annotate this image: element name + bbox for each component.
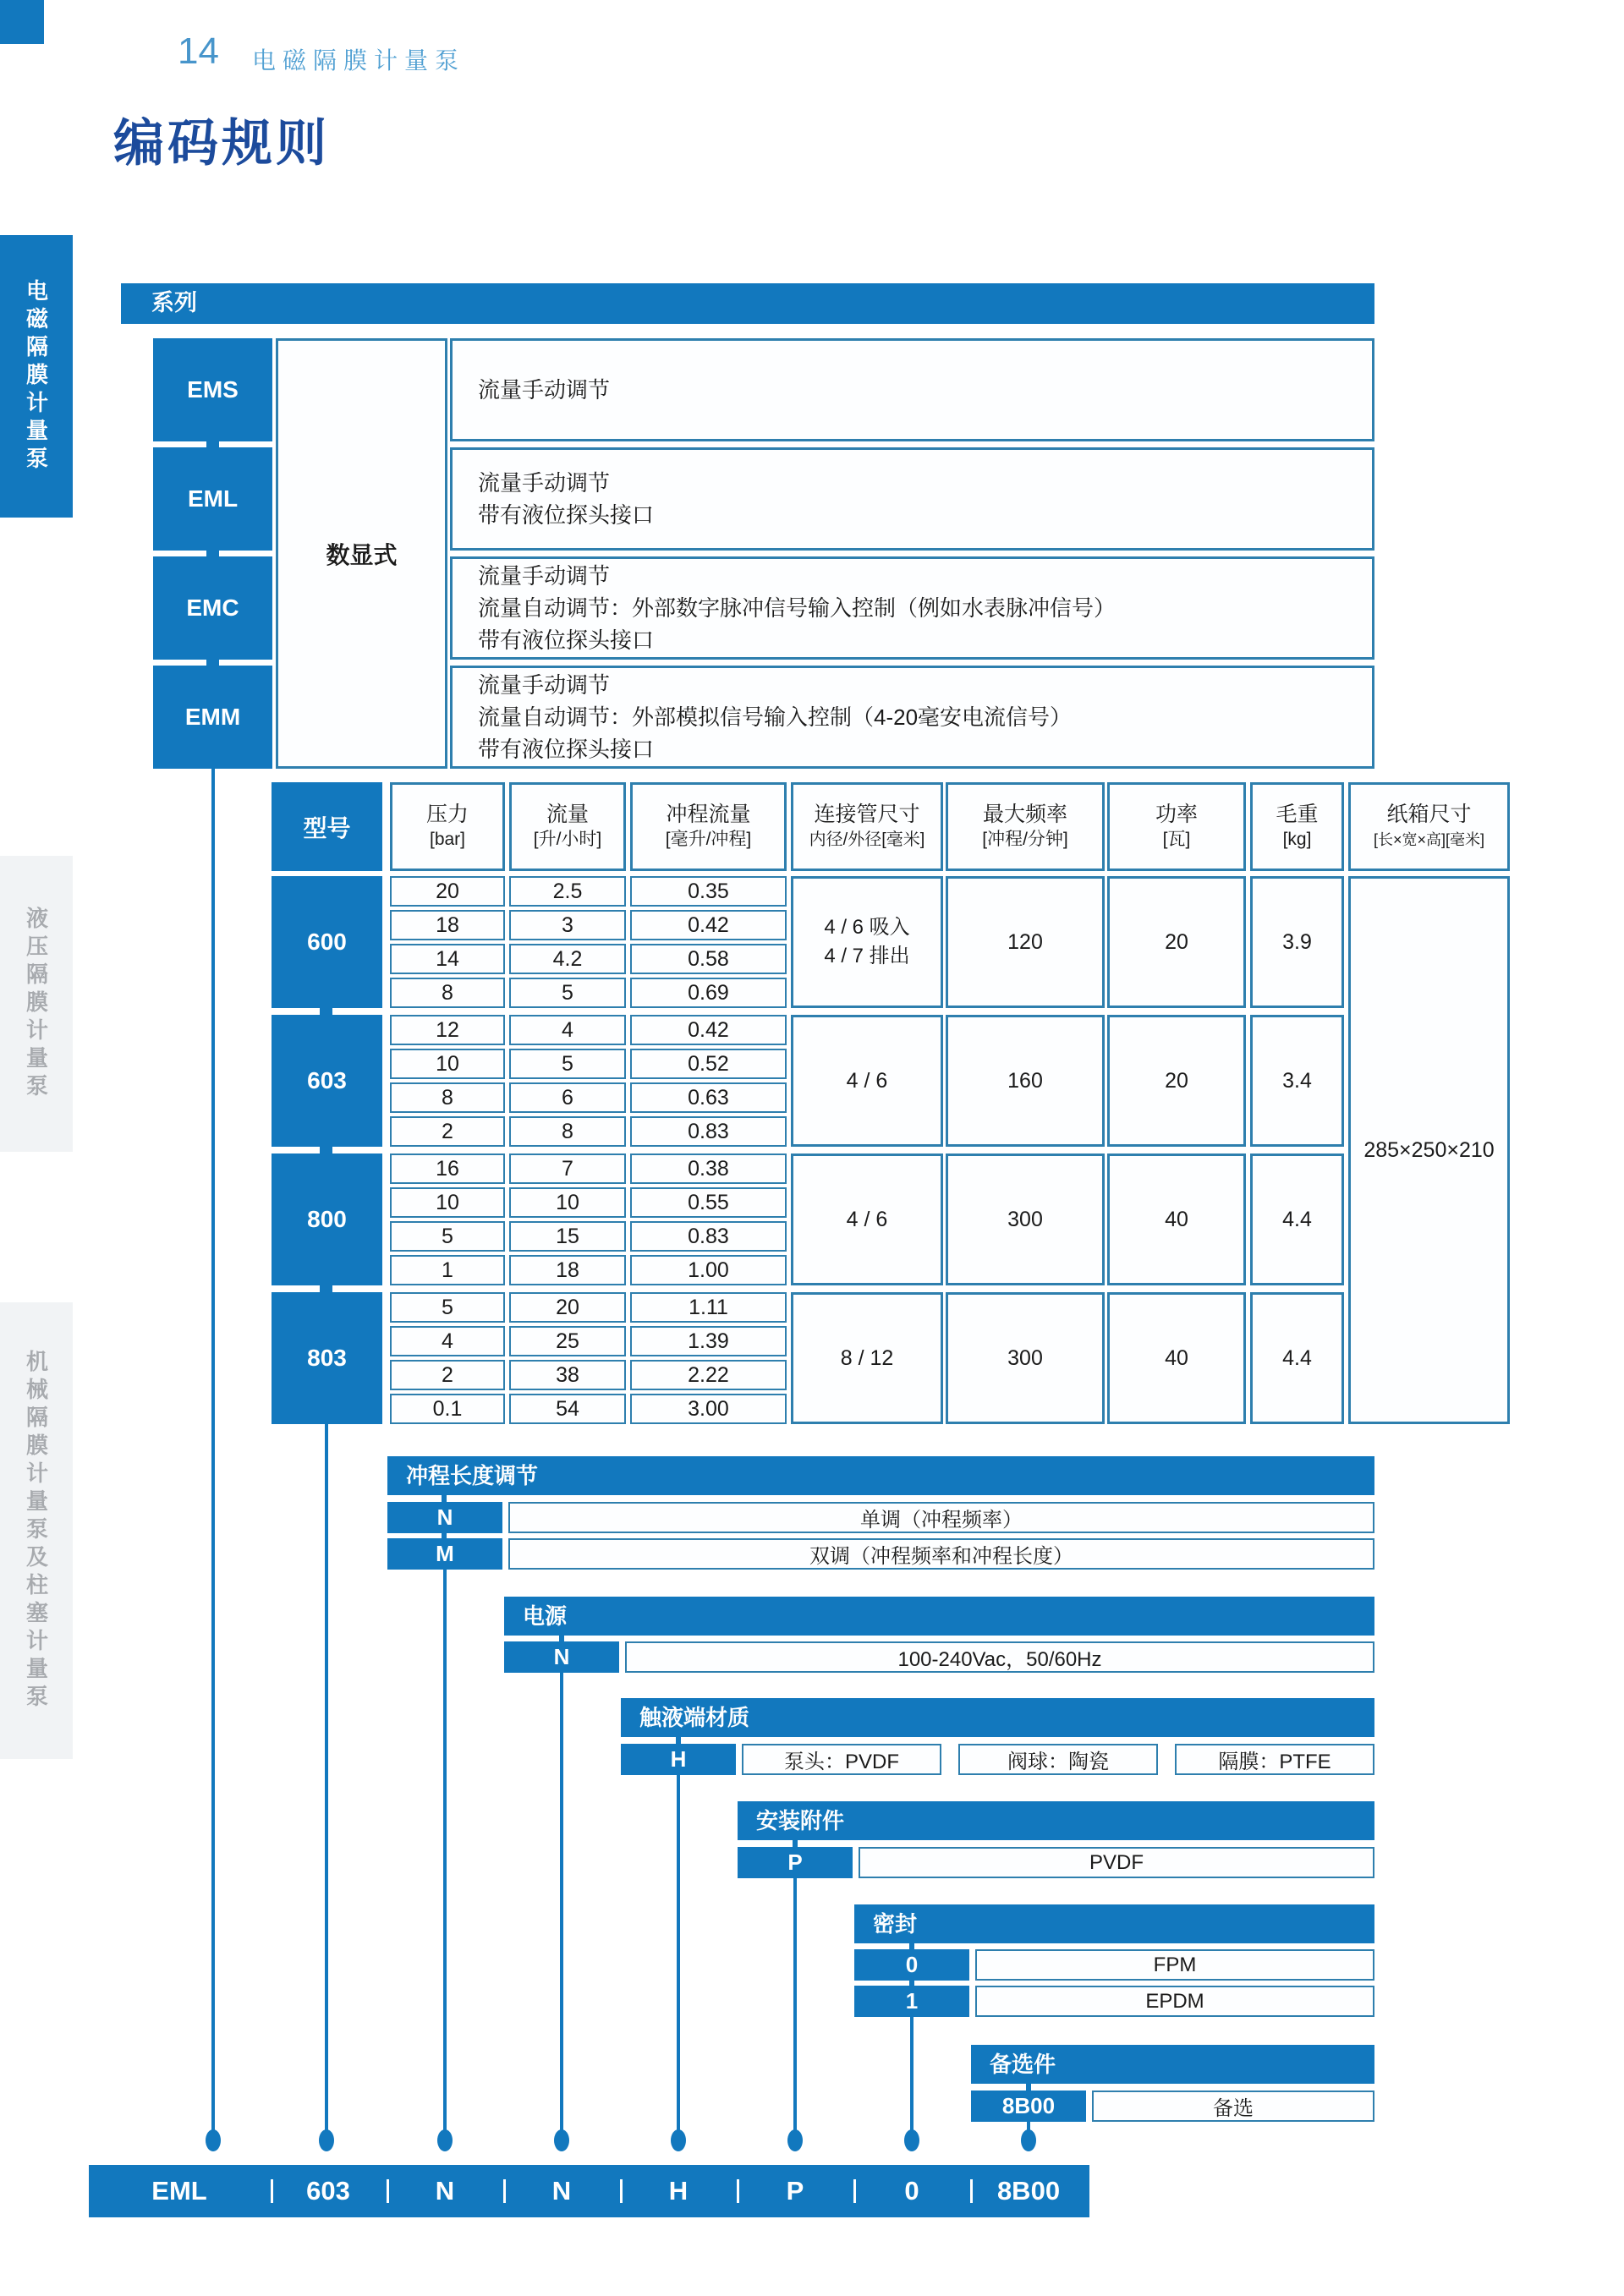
connector-dot — [437, 2129, 453, 2151]
option-desc — [508, 1502, 1374, 1533]
connector-line — [443, 1570, 447, 2140]
stroke-cell — [630, 876, 787, 907]
code-separator — [387, 2179, 389, 2203]
desc-line: 带有液位探头接口 — [478, 502, 655, 528]
value: 4.4 — [1282, 1207, 1312, 1231]
stroke-cell — [630, 1394, 787, 1424]
code-separator — [737, 2179, 739, 2203]
header-weight — [1250, 782, 1344, 871]
freq-cell — [946, 876, 1105, 1008]
code-segment: H — [668, 2176, 689, 2206]
flow-cell — [509, 1255, 626, 1285]
header-label: 冲程流量 — [666, 802, 751, 826]
sidebar-tab-hydraulic[interactable] — [0, 856, 73, 1152]
code-segment: 0 — [904, 2176, 919, 2206]
flow-cell — [509, 978, 626, 1008]
option-code-n1 — [387, 1502, 502, 1533]
display-type-box — [276, 338, 447, 769]
code-segment: N — [551, 2176, 572, 2206]
weight-cell — [1250, 1292, 1344, 1424]
flow-cell — [509, 944, 626, 974]
stroke-cell — [630, 1326, 787, 1356]
page-category: 电磁隔膜计量泵 — [252, 47, 466, 74]
header-unit: [bar] — [429, 829, 466, 849]
option-bar-optional-parts — [971, 2045, 1374, 2084]
value: 8 — [442, 1085, 453, 1110]
value: 4 — [442, 1329, 453, 1353]
value: 10 — [436, 1190, 459, 1214]
flow-cell — [509, 1360, 626, 1390]
option-code-label: 0 — [905, 1952, 919, 1977]
connector-dot — [554, 2129, 569, 2151]
series-code-emc — [153, 556, 272, 660]
option-desc-text: 双调（冲程频率和冲程长度） — [809, 1545, 1073, 1568]
header-carton — [1348, 782, 1510, 871]
model-label: 603 — [307, 1067, 347, 1093]
header-unit: [升/小时] — [533, 829, 602, 849]
header-conn — [791, 782, 943, 871]
desc-line: 带有液位探头接口 — [478, 737, 655, 762]
option-desc-text: EPDM — [1145, 1989, 1204, 2013]
stroke-cell — [630, 1116, 787, 1147]
desc-line: 带有液位探头接口 — [478, 627, 655, 653]
series-desc-emm — [450, 666, 1374, 769]
stroke-cell — [630, 1049, 787, 1079]
series-bar-label: 系列 — [151, 290, 197, 315]
value: 20 — [556, 1295, 579, 1319]
stroke-cell — [630, 1292, 787, 1323]
conn-cell — [791, 1015, 943, 1147]
option-connector — [793, 1840, 798, 1847]
option-desc — [975, 1986, 1374, 2017]
value: 160 — [1007, 1068, 1043, 1093]
option-code-0 — [854, 1949, 969, 1981]
value: 2.22 — [688, 1362, 729, 1387]
header-label: 流量 — [546, 802, 589, 826]
stroke-cell — [630, 1187, 787, 1218]
option-bar-install-accessory — [738, 1801, 1374, 1840]
option-bar-seal — [854, 1904, 1374, 1943]
header-freq — [946, 782, 1105, 871]
desc-line: 流量手动调节 — [478, 563, 611, 589]
code-separator — [503, 2179, 506, 2203]
value: 8 / 12 — [840, 1345, 894, 1370]
flow-cell — [509, 1082, 626, 1113]
series-desc-eml — [450, 447, 1374, 551]
option-connector — [676, 1737, 681, 1744]
header-label: 压力 — [425, 802, 469, 826]
option-desc-text: 隔膜：PTFE — [1218, 1751, 1331, 1773]
header-stroke — [630, 782, 787, 871]
series-connector — [206, 441, 219, 447]
value: 5 — [562, 1051, 573, 1076]
sidebar-tab-label: 液压隔膜计量泵 — [23, 906, 49, 1102]
display-type-label: 数显式 — [326, 541, 398, 568]
connector-dot — [671, 2129, 686, 2151]
value: 0.38 — [688, 1156, 729, 1181]
option-title: 备选件 — [990, 2052, 1056, 2077]
value: 40 — [1165, 1207, 1188, 1231]
value: 1.11 — [689, 1295, 728, 1319]
power-cell — [1107, 876, 1246, 1008]
weight-cell — [1250, 1153, 1344, 1285]
option-code-n2 — [504, 1641, 619, 1673]
series-code-eml — [153, 447, 272, 551]
pressure-cell — [390, 1153, 505, 1184]
model-connector — [320, 1008, 332, 1015]
power-cell — [1107, 1015, 1246, 1147]
stroke-cell — [630, 910, 787, 940]
header-label: 型号 — [303, 814, 351, 841]
option-code-m — [387, 1538, 502, 1570]
series-code-emm — [153, 666, 272, 769]
value: 0.42 — [688, 1017, 729, 1042]
option-code-label: 8B00 — [1001, 2093, 1056, 2118]
flow-cell — [509, 1116, 626, 1147]
value: 0.1 — [432, 1396, 463, 1421]
value: 3.4 — [1282, 1068, 1312, 1093]
code-segment: 603 — [306, 2176, 350, 2206]
weight-cell — [1250, 1015, 1344, 1147]
value: 0.55 — [688, 1190, 729, 1214]
value: 4 — [562, 1017, 573, 1042]
pressure-cell — [390, 910, 505, 940]
value: 18 — [436, 912, 459, 937]
conn-line: 4 / 7 排出 — [824, 945, 910, 967]
model-cell-603 — [272, 1015, 382, 1147]
stroke-cell — [630, 1221, 787, 1252]
option-title: 安装附件 — [756, 1808, 845, 1833]
value: 14 — [436, 946, 459, 971]
pressure-cell — [390, 1015, 505, 1045]
sidebar-tab-label: 电磁隔膜计量泵 — [23, 278, 49, 474]
value: 18 — [556, 1258, 579, 1282]
sidebar-tab-electromagnetic[interactable] — [0, 235, 73, 518]
option-code-label: 1 — [905, 1988, 919, 2014]
series-desc-emc — [450, 556, 1374, 660]
value: 25 — [556, 1329, 579, 1353]
weight-cell — [1250, 876, 1344, 1008]
code-separator — [853, 2179, 856, 2203]
option-code-label: N — [436, 1504, 453, 1530]
pressure-cell — [390, 944, 505, 974]
carton-cell — [1348, 876, 1510, 1424]
value: 120 — [1007, 929, 1043, 954]
flow-cell — [509, 1015, 626, 1045]
desc-line: 流量手动调节 — [478, 470, 611, 496]
option-desc-text: 泵头：PVDF — [783, 1751, 899, 1773]
pressure-cell — [390, 978, 505, 1008]
option-connector — [1026, 2084, 1031, 2091]
pressure-cell — [390, 1187, 505, 1218]
flow-cell — [509, 1153, 626, 1184]
header-flow — [509, 782, 626, 871]
value: 12 — [436, 1017, 459, 1042]
series-code-label: EML — [187, 485, 239, 512]
pressure-cell — [390, 1292, 505, 1323]
series-connector — [206, 551, 219, 556]
connector-line — [325, 1424, 328, 2140]
pressure-cell — [390, 1394, 505, 1424]
connector-line — [560, 1673, 563, 2140]
value: 10 — [556, 1190, 579, 1214]
option-desc — [1092, 2091, 1374, 2122]
option-bar-stroke-length — [387, 1456, 1374, 1495]
option-connector — [909, 1943, 914, 1949]
series-code-label: EMM — [184, 704, 241, 730]
series-code-label: EMC — [186, 595, 239, 621]
option-desc-diaphragm — [1175, 1744, 1374, 1775]
header-pressure — [390, 782, 505, 871]
desc-line: 流量手动调节 — [478, 377, 611, 403]
value: 300 — [1007, 1345, 1043, 1370]
flow-cell — [509, 1187, 626, 1218]
value: 1.00 — [688, 1258, 729, 1282]
flow-cell — [509, 910, 626, 940]
value: 0.63 — [688, 1085, 729, 1110]
option-code-label: H — [670, 1746, 687, 1772]
page-number: 14 — [178, 30, 219, 72]
conn-cell — [791, 1292, 943, 1424]
flow-cell — [509, 1326, 626, 1356]
code-bar — [89, 2165, 1089, 2217]
header-unit: [长×宽×高][毫米] — [1373, 830, 1485, 848]
stroke-cell — [630, 944, 787, 974]
value: 54 — [556, 1396, 579, 1421]
value: 16 — [436, 1156, 459, 1181]
value: 0.52 — [688, 1051, 729, 1076]
connector-line — [211, 769, 215, 2140]
connector-dot — [787, 2129, 803, 2151]
stroke-cell — [630, 978, 787, 1008]
option-title: 冲程长度调节 — [406, 1463, 539, 1488]
value: 0.83 — [688, 1224, 729, 1248]
value: 1.39 — [688, 1329, 729, 1353]
value: 0.42 — [688, 912, 729, 937]
option-code-label: M — [436, 1541, 454, 1566]
flow-cell — [509, 1221, 626, 1252]
option-code-h — [621, 1744, 736, 1775]
value: 4 / 6 — [846, 1068, 888, 1093]
value: 2 — [442, 1119, 453, 1143]
option-desc-text: FPM — [1153, 1953, 1197, 1976]
option-desc-pump-head — [742, 1744, 941, 1775]
model-cell-800 — [272, 1153, 382, 1285]
code-separator — [620, 2179, 623, 2203]
connector-dot — [206, 2129, 221, 2151]
stroke-cell — [630, 1082, 787, 1113]
option-connector — [442, 1495, 447, 1502]
flow-cell — [509, 876, 626, 907]
value: 0.35 — [688, 879, 729, 903]
option-desc-text: 单调（冲程频率） — [860, 1509, 1023, 1532]
freq-cell — [946, 1015, 1105, 1147]
connector-dot — [319, 2129, 334, 2151]
sidebar-tab-mechanical[interactable] — [0, 1302, 73, 1759]
option-desc — [975, 1949, 1374, 1981]
model-cell-600 — [272, 876, 382, 1008]
series-section-bar — [121, 283, 1374, 324]
option-connector — [559, 1636, 564, 1641]
option-desc — [859, 1847, 1374, 1878]
series-connector — [206, 660, 219, 666]
option-bar-power-supply — [504, 1597, 1374, 1636]
value: 10 — [436, 1051, 459, 1076]
value: 20 — [1165, 929, 1188, 954]
option-desc-text: 备选 — [1213, 2097, 1254, 2120]
desc-line: 流量自动调节：外部数字脉冲信号输入控制（例如水表脉冲信号） — [478, 595, 1116, 621]
model-connector — [320, 1285, 332, 1292]
header-unit: 内径/外径[毫米] — [809, 830, 925, 849]
header-label: 连接管尺寸 — [814, 802, 920, 826]
header-label: 功率 — [1155, 802, 1198, 826]
header-power — [1107, 782, 1246, 871]
value: 0.69 — [688, 980, 729, 1005]
connector-dot — [1021, 2129, 1036, 2151]
carton-value: 285×250×210 — [1363, 1137, 1495, 1162]
stroke-cell — [630, 1255, 787, 1285]
option-code-label: N — [553, 1644, 570, 1669]
option-code-label: P — [787, 1849, 803, 1875]
value: 38 — [556, 1362, 579, 1387]
sidebar-tab-label: 机械隔膜计量泵及柱塞计量泵 — [23, 1349, 49, 1712]
value: 4.2 — [552, 946, 583, 971]
connector-dot — [904, 2129, 919, 2151]
option-desc — [508, 1538, 1374, 1570]
desc-line: 流量自动调节：外部模拟信号输入控制（4-20毫安电流信号） — [478, 704, 1073, 730]
option-title: 密封 — [873, 1911, 918, 1937]
option-code-1 — [854, 1986, 969, 2017]
pressure-cell — [390, 1049, 505, 1079]
pressure-cell — [390, 1255, 505, 1285]
model-label: 800 — [307, 1206, 347, 1232]
conn-line: 4 / 6 吸入 — [824, 916, 910, 939]
option-desc-text: 阀球：陶瓷 — [1007, 1751, 1109, 1773]
value: 15 — [556, 1224, 579, 1248]
code-segment: P — [786, 2176, 804, 2206]
pressure-cell — [390, 1116, 505, 1147]
flow-cell — [509, 1394, 626, 1424]
pressure-cell — [390, 1082, 505, 1113]
value: 5 — [442, 1224, 453, 1248]
option-desc-text: 100-240Vac，50/60Hz — [897, 1648, 1102, 1671]
freq-cell — [946, 1153, 1105, 1285]
freq-cell — [946, 1292, 1105, 1424]
pressure-cell — [390, 1360, 505, 1390]
value: 4 / 6 — [846, 1207, 888, 1231]
header-label: 最大频率 — [982, 802, 1067, 826]
header-unit: [瓦] — [1162, 829, 1191, 849]
stroke-cell — [630, 1153, 787, 1184]
value: 20 — [1165, 1068, 1188, 1093]
option-title: 触液端材质 — [639, 1705, 750, 1730]
stroke-cell — [630, 1360, 787, 1390]
header-unit: [冲程/分钟] — [982, 829, 1068, 849]
value: 0.83 — [688, 1119, 729, 1143]
option-bar-wetted-material — [621, 1698, 1374, 1737]
header-label: 纸箱尺寸 — [1386, 802, 1472, 826]
power-cell — [1107, 1292, 1246, 1424]
code-segment: N — [435, 2176, 455, 2206]
series-desc-ems — [450, 338, 1374, 441]
option-desc — [625, 1641, 1374, 1673]
series-code-ems — [153, 338, 272, 441]
header-label: 毛重 — [1276, 802, 1319, 826]
power-cell — [1107, 1153, 1246, 1285]
model-label: 803 — [307, 1345, 347, 1371]
value: 2 — [442, 1362, 453, 1387]
page-title: 编码规则 — [113, 115, 330, 172]
connector-line — [677, 1775, 680, 2140]
value: 20 — [436, 879, 459, 903]
conn-cell — [791, 1153, 943, 1285]
value: 5 — [562, 980, 573, 1005]
flow-cell — [509, 1292, 626, 1323]
code-segment: EML — [151, 2176, 207, 2206]
value: 6 — [562, 1085, 573, 1110]
option-desc-text: PVDF — [1089, 1850, 1144, 1874]
connector-line — [793, 1878, 797, 2140]
value: 1 — [442, 1258, 453, 1282]
value: 7 — [562, 1156, 573, 1181]
model-cell-803 — [272, 1292, 382, 1424]
value: 8 — [442, 980, 453, 1005]
option-title: 电源 — [523, 1603, 568, 1629]
value: 0.58 — [688, 946, 729, 971]
value: 2.5 — [552, 879, 583, 903]
value: 300 — [1007, 1207, 1043, 1231]
header-model — [272, 782, 382, 871]
code-separator — [271, 2179, 273, 2203]
code-separator — [970, 2179, 973, 2203]
value: 8 — [562, 1119, 573, 1143]
series-code-label: EMS — [187, 376, 239, 403]
header-unit: [kg] — [1282, 829, 1312, 849]
value: 40 — [1165, 1345, 1188, 1370]
model-connector — [320, 1147, 332, 1153]
corner-mark — [0, 0, 44, 44]
option-code-p — [738, 1847, 853, 1878]
header-unit: [毫升/冲程] — [665, 829, 752, 849]
connector-line — [910, 2017, 914, 2140]
conn-cell — [791, 876, 943, 1008]
pressure-cell — [390, 1221, 505, 1252]
value: 4.4 — [1282, 1345, 1312, 1370]
pressure-cell — [390, 876, 505, 907]
value: 3 — [562, 912, 573, 937]
value: 5 — [442, 1295, 453, 1319]
stroke-cell — [630, 1015, 787, 1045]
flow-cell — [509, 1049, 626, 1079]
value: 3.9 — [1282, 929, 1312, 954]
desc-line: 流量手动调节 — [478, 672, 611, 698]
code-segment: 8B00 — [996, 2176, 1061, 2206]
pressure-cell — [390, 1326, 505, 1356]
model-label: 600 — [307, 929, 347, 955]
value: 3.00 — [688, 1396, 729, 1421]
option-code-8b00 — [971, 2091, 1086, 2122]
option-desc-valve-ball — [958, 1744, 1158, 1775]
